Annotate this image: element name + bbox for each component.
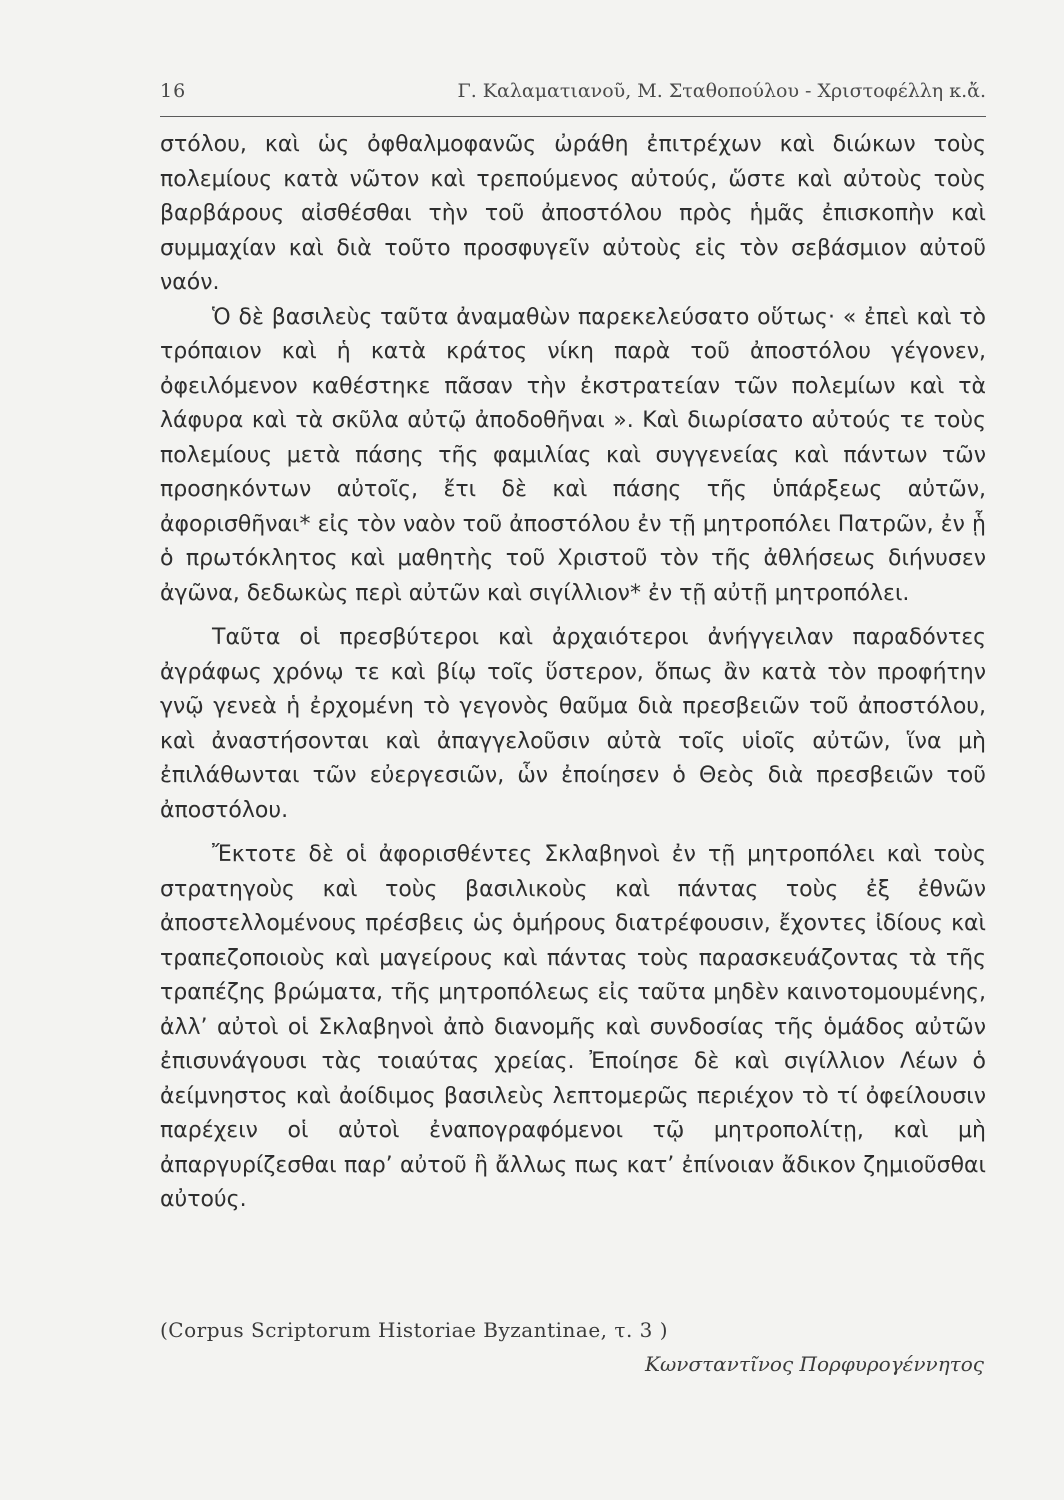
source-citation: (Corpus Scriptorum Historiae Byzantinae, τ. 3 ) <box>160 1318 669 1342</box>
author-attribution: Κωνσταντῖνος Πορφυρογέννητος <box>645 1352 984 1376</box>
page-number: 16 <box>160 80 187 102</box>
paragraph-1: στόλου, καὶ ὡς ὀφθαλμοφανῶς ὠράθη ἐπιτρέχων καὶ διώκων τοὺς πολεμίους κατὰ νῶτον καὶ τρεπούμενος αὐτούς, ὥστε καὶ αὐτοὺς τοὺς βαρβάρους αἰσθέσθαι τὴν τοῦ ἀποστόλου πρὸς ἡμᾶς ἐπισκοπὴν καὶ συμμαχίαν καὶ διὰ τοῦτο προσφυγεῖν αὐτοὺς εἰς τὸν σεβάσμιον αὐτοῦ ναόν. <box>160 132 986 295</box>
body-text <box>160 128 986 1218</box>
paragraph-2: Ὁ δὲ βασιλεὺς ταῦτα ἀναμαθὼν παρεκελεύσατο οὕτως· « ἐπεὶ καὶ τὸ τρόπαιον καὶ ἡ κατὰ κράτος νίκη παρὰ τοῦ ἀποστόλου γέγονεν, ὀφειλόμενον καθέστηκε πᾶσαν τὴν ἐκστρατείαν τῶν πολεμίων καὶ τὰ λάφυρα καὶ τὰ σκῦλα αὐτῷ ἀποδοθῆναι ». Καὶ διωρίσατο αὐτούς τε τοὺς πολεμίους μετὰ πάσης τῆς φαμιλίας καὶ συγγενείας καὶ πάντων τῶν προσηκόντων αὐτοῖς, ἔτι δὲ καὶ πάσης τῆς ὑπάρξεως αὐτῶν, ἀφορισθῆναι* εἰς τὸν ναὸν τοῦ ἀποστόλου ἐν τῇ μητροπόλει Πατρῶν, ἐν ᾗ ὁ πρωτόκλητος καὶ μαθητὴς τοῦ Χριστοῦ τὸν τῆς ἀθλήσεως διήνυσεν ἀγῶνα, δεδωκὼς περὶ αὐτῶν καὶ σιγίλλιον* ἐν τῇ αὐτῇ μητροπόλει. <box>160 304 986 606</box>
page-header <box>160 80 986 114</box>
paragraph-4: Ἔκτοτε δὲ οἱ ἀφορισθέντες Σκλαβηνοὶ ἐν τῇ μητροπόλει καὶ τοὺς στρατηγοὺς καὶ τοὺς βασιλικοὺς καὶ πάντας τοὺς ἐξ ἐθνῶν ἀποστελλομένους πρέσβεις ὡς ὁμήρους διατρέφουσιν, ἔχοντες ἰδίους καὶ τραπεζοποιοὺς καὶ μαγείρους καὶ πάντας τοὺς παρασκευάζοντας τὰ τῆς τραπέζης βρώματα, τῆς μητροπόλεως εἰς ταῦτα μηδὲν καινοτομουμένης, ἀλλ’ αὐτοὶ οἱ Σκλαβηνοὶ ἀπὸ διανομῆς καὶ συνδοσίας τῆς ὁμάδος αὐτῶν ἐπισυνάγουσι τὰς τοιαύτας χρείας. Ἐποίησε δὲ καὶ σιγίλλιον Λέων ὁ ἀείμνηστος καὶ ἀοίδιμος βασιλεὺς λεπτομερῶς περιέχον τὸ τί ὀφείλουσιν παρέχειν οἱ αὐτοὶ ἐναπογραφόμενοι τῷ μητροπολίτῃ, καὶ μὴ ἀπαργυρίζεσθαι παρ’ αὐτοῦ ἢ ἄλλως πως κατ’ ἐπίνοιαν ἄδικον ζημιοῦσθαι αὐτούς. <box>160 842 986 1212</box>
paragraph-3: Ταῦτα οἱ πρεσβύτεροι καὶ ἀρχαιότεροι ἀνήγγειλαν παραδόντες ἀγράφως χρόνῳ τε καὶ βίῳ τοῖς ὕστερον, ὅπως ἂν κατὰ τὸν προφήτην γνῷ γενεὰ ἡ ἐρχομένη τὸ γεγονὸς θαῦμα διὰ πρεσβειῶν τοῦ ἀποστόλου, καὶ ἀναστήσονται καὶ ἀπαγγελοῦσιν αὐτὰ τοῖς υἱοῖς αὐτῶν, ἵνα μὴ ἐπιλάθωνται τῶν εὐεργεσιῶν, ὧν ἐποίησεν ὁ Θεὸς διὰ πρεσβειῶν τοῦ ἀποστόλου. <box>160 625 986 823</box>
header-rule <box>160 116 986 117</box>
running-head: Γ. Καλαματιανοῦ, Μ. Σταθοπούλου - Χριστοφέλλη κ.ἄ. <box>457 80 986 102</box>
